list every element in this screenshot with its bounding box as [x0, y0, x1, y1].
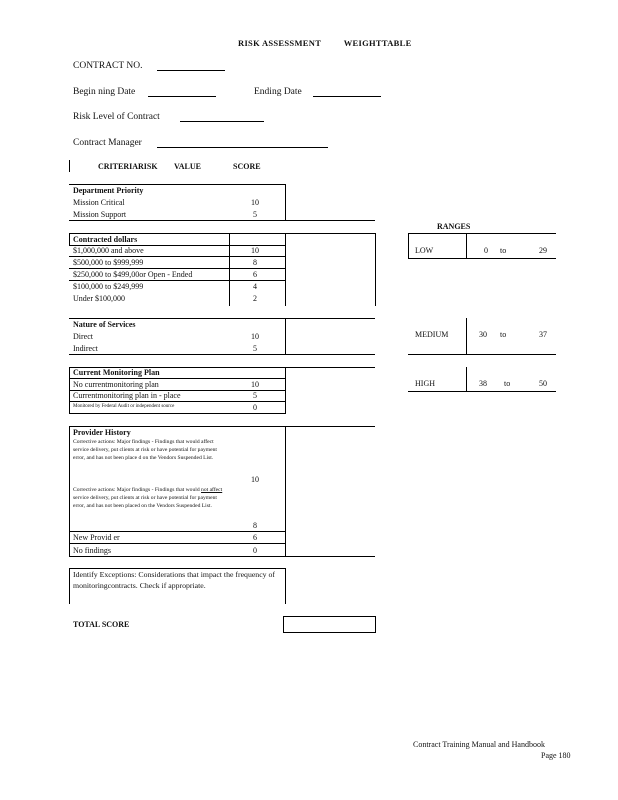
monitoring-right-rule	[285, 367, 286, 414]
range-low-to-word: to	[500, 246, 507, 255]
exceptions-text: Identify Exceptions: Considerations that impact the frequency of monitoringcontracts. Check if appropriate.	[73, 570, 276, 590]
nature-bottom-rule	[69, 354, 375, 355]
monitoring-row-rule	[69, 401, 285, 402]
monitoring-bottom-rule	[69, 413, 285, 414]
ranges-heading: RANGES	[437, 222, 471, 231]
current-monitoring-heading: Current Monitoring Plan	[73, 368, 160, 377]
range-medium-label: MEDIUM	[415, 330, 449, 339]
dept-row-1-value: 10	[251, 198, 259, 207]
nature-right-rule	[285, 318, 286, 354]
provider-block-2-pre: Corrective actions: Major findings - Findings that would	[73, 487, 202, 493]
contract-manager-label: Contract Manager	[73, 138, 142, 148]
provider-history-heading: Provider History	[73, 428, 131, 437]
range-medium-to: 37	[539, 330, 547, 339]
monitoring-row-1-value: 10	[251, 380, 259, 389]
dollars-row-5-value: 2	[253, 294, 257, 303]
ranges-left-rule	[408, 233, 409, 258]
provider-row-rule	[69, 531, 285, 532]
dept-row-1-label: Mission Critical	[73, 198, 125, 207]
contract-no-label: CONTRACT NO.	[73, 61, 143, 71]
exceptions-left-rule	[69, 568, 70, 604]
provider-row-new-label: New Provid er	[73, 533, 120, 542]
footer-manual-title: Contract Training Manual and Handbook	[413, 740, 545, 749]
contract-no-field[interactable]	[157, 70, 225, 71]
nature-row-2-label: Indirect	[73, 344, 98, 353]
header-left-rule	[69, 160, 70, 172]
ranges-high-bottom-rule	[408, 391, 556, 392]
dollars-row-2-value: 8	[253, 258, 257, 267]
dollars-mid-rule	[229, 233, 230, 306]
ranges-low-bottom-rule	[408, 258, 556, 259]
range-high-to: 50	[539, 379, 547, 388]
dollars-row-2-label: $500,000 to $999,999	[73, 258, 144, 267]
contract-manager-field[interactable]	[157, 147, 328, 148]
provider-block-1-value: 10	[251, 475, 259, 484]
dollars-top-rule	[69, 233, 375, 234]
monitoring-row-2-label: Currentmonitoring plan in - place	[73, 391, 181, 400]
provider-block-2-post: service delivery, put clients at risk or have potential for payment error, and has not been placed on the Vendors Suspended List.	[73, 495, 217, 510]
dollars-row-1-label: $1,000,000 and above	[73, 246, 144, 255]
ranges-col-rule	[466, 233, 467, 258]
header-criteria: CRITERIARISK	[98, 162, 158, 171]
dollars-row-rule	[69, 280, 285, 281]
dept-top-rule	[69, 184, 285, 185]
range-high-from: 38	[479, 379, 487, 388]
risk-level-field[interactable]	[180, 121, 264, 122]
risk-level-label: Risk Level of Contract	[73, 112, 160, 122]
ranges-medium-bottom-rule	[408, 354, 556, 355]
ending-date-field[interactable]	[313, 96, 381, 97]
exceptions-right-rule	[285, 568, 286, 604]
ranges-high-col-rule	[466, 367, 467, 391]
range-low-label: LOW	[415, 246, 434, 255]
provider-block-1: Corrective actions: Major findings - Findings that would affect service delivery, put clients at risk or have potential for payment error, and has not been place d on the Vendors Suspended List.	[73, 439, 217, 462]
dollars-left-rule	[69, 233, 70, 245]
dollars-row-rule	[69, 256, 285, 257]
dept-priority-heading: Department Priority	[73, 186, 144, 195]
ranges-medium-col-rule	[466, 318, 467, 354]
dollars-row-1-value: 10	[251, 246, 259, 255]
ending-date-label: Ending Date	[254, 87, 302, 97]
title-part-1: RISK ASSESSMENT	[238, 38, 322, 48]
header-score: SCORE	[233, 162, 261, 171]
provider-block-2	[73, 486, 223, 511]
exceptions-top-rule	[69, 568, 285, 569]
dollars-far-right-rule	[375, 233, 376, 306]
range-medium-to-word: to	[500, 330, 507, 339]
nature-top-rule	[69, 318, 375, 319]
provider-top-rule	[69, 426, 375, 427]
total-score-box[interactable]	[283, 616, 376, 633]
provider-row-new-value: 6	[253, 533, 257, 542]
provider-row-none-label: No findings	[73, 546, 111, 555]
contracted-dollars-heading: Contracted dollars	[73, 235, 138, 244]
provider-row-rule	[69, 543, 285, 544]
dept-row-2-value: 5	[253, 210, 257, 219]
dollars-row-5-label: Under $100,000	[73, 294, 125, 303]
dollars-right-rule	[285, 233, 286, 306]
dollars-row-4-label: $100,000 to $249,999	[73, 282, 144, 291]
dept-row-2-label: Mission Support	[73, 210, 127, 219]
beginning-date-label: Begin ning Date	[73, 87, 136, 97]
provider-block-2-underlined: not affect	[201, 487, 223, 493]
beginning-date-field[interactable]	[148, 96, 216, 97]
monitoring-row-1-label: No currentmonitoring plan	[73, 380, 159, 389]
monitoring-heading-rule	[69, 378, 285, 379]
dept-bottom-rule	[69, 220, 375, 221]
provider-block-2-value: 8	[253, 521, 257, 530]
dollars-row-4-value: 4	[253, 282, 257, 291]
nature-row-2-value: 5	[253, 344, 257, 353]
nature-row-1-value: 10	[251, 332, 259, 341]
header-value: VALUE	[174, 162, 201, 171]
provider-left-rule	[69, 426, 70, 556]
range-high-to-word: to	[504, 379, 511, 388]
dollars-row-3-value: 6	[253, 270, 257, 279]
dept-right-rule	[285, 184, 286, 221]
range-low-from: 0	[484, 246, 488, 255]
monitoring-row-3-value: 0	[253, 403, 257, 412]
nature-row-1-label: Direct	[73, 332, 93, 341]
total-score-label: TOTAL SCORE	[73, 620, 130, 629]
dollars-row-3-label: $250,000 to $499,00or Open - Ended	[73, 270, 193, 279]
monitoring-row-3-label: Monitored by Federal Audit or independent source	[73, 404, 175, 409]
monitoring-row-2-value: 5	[253, 391, 257, 400]
range-low-to: 29	[539, 246, 547, 255]
title-part-2: WEIGHTTABLE	[343, 38, 412, 48]
dollars-row-rule	[69, 268, 285, 269]
range-medium-from: 30	[479, 330, 487, 339]
provider-bottom-rule	[69, 556, 375, 557]
range-high-label: HIGH	[415, 379, 435, 388]
provider-right-rule	[285, 426, 286, 556]
provider-row-none-value: 0	[253, 546, 257, 555]
footer-page-number: Page 180	[541, 751, 571, 760]
nature-of-services-heading: Nature of Services	[73, 320, 136, 329]
document-title	[238, 38, 412, 48]
ranges-top-rule	[408, 233, 556, 234]
